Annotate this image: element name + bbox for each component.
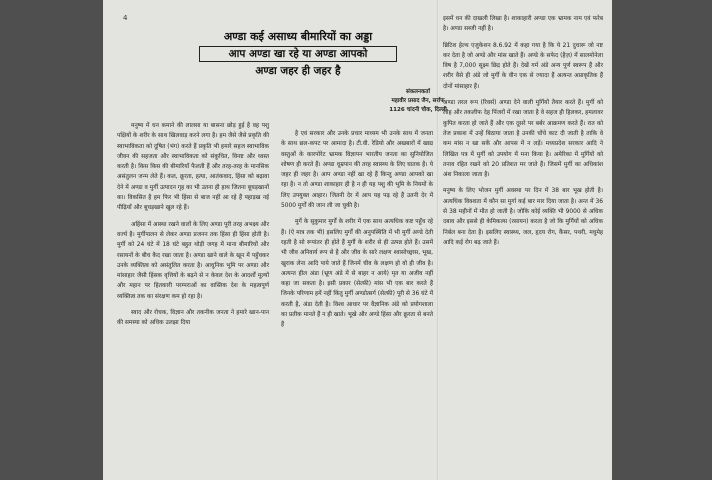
headline-line-1: अण्डा कई असाध्य बीमारियों का अड्डा (223, 30, 373, 43)
page-number: 4 (123, 14, 128, 22)
headline-block (193, 30, 403, 78)
article-column-left (117, 121, 269, 335)
byline-label: संकलनकर्ता (406, 89, 430, 95)
paragraph: अण्डा तरल रूप (रिवर्स) अण्डा देने वाली मुर्गियों तैयार करते हैं। मुर्गी को लौह और तकलीफ देह पिंजरों में रखा जाता है वे सहज ही हिलकर, हमलावर कुपित करता हो जाते हैं और एक दूसरे पर बर्बर आक्रमण करते हैं। रात को तेज प्रकाश में उन्हें बिठाया जाता है उनकी चोंचे काट दी जाती है ताकि वे कम मांस न खा सकें और आपस में न लड़ें। मध्यप्रदेश सरकार आदि ने लिखित पत्र में मुर्गी को उपयोग में मना किया है। अमेरिका में मुर्गियों को तनाव रहित रखने को 20 प्रतिशत मर जाते हैं। जिसमें मुर्गी का अधिकांश अंश निकाला जाता है। (443, 100, 603, 179)
paragraph: मुर्गे के सुकुमार मुर्गों के शरीर में एक साथ अत्यधिक कष्ट पहुँच रहे हैं। (ऐ मात्र तक भी) इसलिए मुर्गों की अनुपस्थिति में भी मुर्गी अण्डे देती रहती है सो रूपांतर ही होते हैं मुर्गी के शरीर से ही उत्पन्न होते हैं। उसमें भी जीव अनिवार्य रूप से है और जीव के सारे लक्षण श्वासोच्छ्वास, भूख, खुराक लेना आदि पाये जाते हैं जिनमें चीव के लक्षण हो वो ही जीव है। अत्यन्त हील अंडा (भ्रूण अंडे में से बाहर न आये) मृत या अजीव नहीं कहा जा सकता है। इसी प्रकार (सेल्फ़ी) मांस भी एक बार करते हैं जिनके परिणाम हमें नहीं किंतु मुर्गी अण्डोत्सर्ग (सेल्फ़ी) पूरी से 36 घंटे में करती है, अंडा देती है। विश्व आधार पर वैज्ञानिक अंडे को प्रयोगशाला का प्रतीक मानते हैं न ही खाते। भूखे और अण्डे हिंसा और क्रूरता से बनते हैं (281, 219, 433, 329)
byline-name: महावीर प्रसाद जैन, सर्राफ (391, 98, 445, 104)
headline-line-2-boxed: आप अण्डा खा रहे या अण्डा आपको (199, 46, 397, 62)
byline-address: 1126 चांदनी चौक, दिल्ली (389, 107, 447, 113)
paragraph: अहिंसा में आस्था रखने वालों के लिए अण्डा पूरी तरह अभक्ष्य और वर्ज्य है। मुर्गीपालन से लेकर अण्डा प्रजनन तक हिंसा ही हिंसा होती है। मुर्गी को 24 घंटे में 18 घंटे बहुत थोड़ी जगह में माना बीमारियों और रसायनों के बीच कैद रखा जाता है। अण्डा खाने वाले के खून में पहुँचकर उनके व्यक्तित्व को असंतुलित करता है। आधुनिक भूमि पर अण्डा और मांसाहार जैसी हिंसक वृत्तियों के बढ़ने से न केवल देश के आदर्शों मूल्यों और महान पर हितकारी परम्पराओं का वास्तिक देश के महत्वपूर्ण व्यक्तित्व तक का संरक्षण कम हो रहा है। (117, 221, 269, 300)
newspaper-page (103, 0, 612, 480)
article-column-middle (281, 129, 433, 337)
paragraph: मनुष्य के लिए भोजन मुर्गी अवस्था पर दिन में 38 बार भूख होती है। अत्यधिक विवशता में कौन सा मुर्गा कई बार मार दिया जाता है। अन्त में 36 से 38 महीनों में मौत हो जाती है। जोकि कोई व्यक्ति भी 9000 से अधिक दबाव और इससे ही केमिकल्स (रसायन) करता है जो कि मुर्गियों को अधिक निर्बल बना देता है। इसलिए स्वास्थ्य, जल, हृदय रोग, कैंसर, पथरी, मधुमेह आदि कई रोग बढ़ जाते हैं। (443, 188, 603, 246)
page-fold (437, 0, 439, 480)
article-column-right (443, 14, 603, 254)
paragraph: मनुष्य में धन कमाने की लालसा या बासना छोड़ हुई है वह पशु पक्षियों के शरीर के साथ खिलवाड़ करने लगा है। हम जैसे जैसे प्रकृति की स्वाभाविकता को दूषित (भंग) करते हैं प्रकृति भी हमारे सहज स्वाभाविक जीवन की सहजता और स्वाभाविकता को संकुचित, विनष्ट और ध्वस्त करती है। किस किस की बीमारियाँ फैलती हैं और तरह-तरह के मानसिक असंतुलन जन्म लेते हैं। कल, क्रूरता, हत्या, आतंकवाद, हिंसा को बढ़ावा देने में अण्डा व मुर्गी उत्पादन गृह का भी उतना ही हाथ जितना बूचड़खानों का। विकसित है हम फिर भी हिंसा से बाज नहीं आ रहे हैं पहाड़ख नई पीढ़ियाँ और बूचड़खाने खुल रहे हैं। (117, 123, 269, 212)
paragraph: स्वाद और रोचक, विज्ञान और तकनीक जनता ने हमारे खान-पान की समस्या को अधिक उलझा दिया (117, 310, 269, 327)
paragraph: है एवं सरकार और उनके प्रचार माध्यम भी उनके साथ में जनता के साथ छल-कपट पर आमादा है। टी.वी. रेडियो और अखबारों में खाद्य वस्तुओं के कारपोरेट भ्रामक विज्ञापन भारतीय जनता का सुनियोजित शोषण ही करते हैं। अण्डा धूम्रपान की तरह स्वास्थ्य के लिए घातक है। ये जहर ही जहर है। आप अण्डा नहीं खा रहे हैं किन्तु अण्डा आपको खा रहा है। न तो अण्डा शाकाहार ही है न ही यह पशु की भूमि के नियमों के लिए उपयुक्त आहार। जितनी देर में आप यह पढ़ रहे हैं उतनी देर में 5000 मुर्गों की जान ली जा चुकी है। (281, 131, 433, 210)
headline-line-3: अण्डा जहर ही जहर है (255, 65, 341, 77)
paragraph: ब्रिटिश हेल्थ एजुकेशन 8.6.92 में कहा गया है कि ये 21 दुधारू जो नष्ट कर देता है जो अण्डे और मांस खाते हैं। अण्डे के सफेद (हैज़) में सालमोनेला विष है 7,000 सूक्ष्म छिद्र होते हैं। देखें गर्म अंडे अन्य पूर्ण स्वरूप हैं और शरीर वैसे ही अंडे जो मुर्गी के वीन एक से ज्यादा हैं अत्यन्त अप्राकृतिक हैं दोनों मांसाहार हैं। (443, 42, 603, 90)
paragraph: इसमें धन की दाखली लिखा है। शाकाहारी अण्डा एक भ्रामक नाम एवं फरेब है। अण्डा सब्जी नहीं है। (443, 16, 603, 33)
